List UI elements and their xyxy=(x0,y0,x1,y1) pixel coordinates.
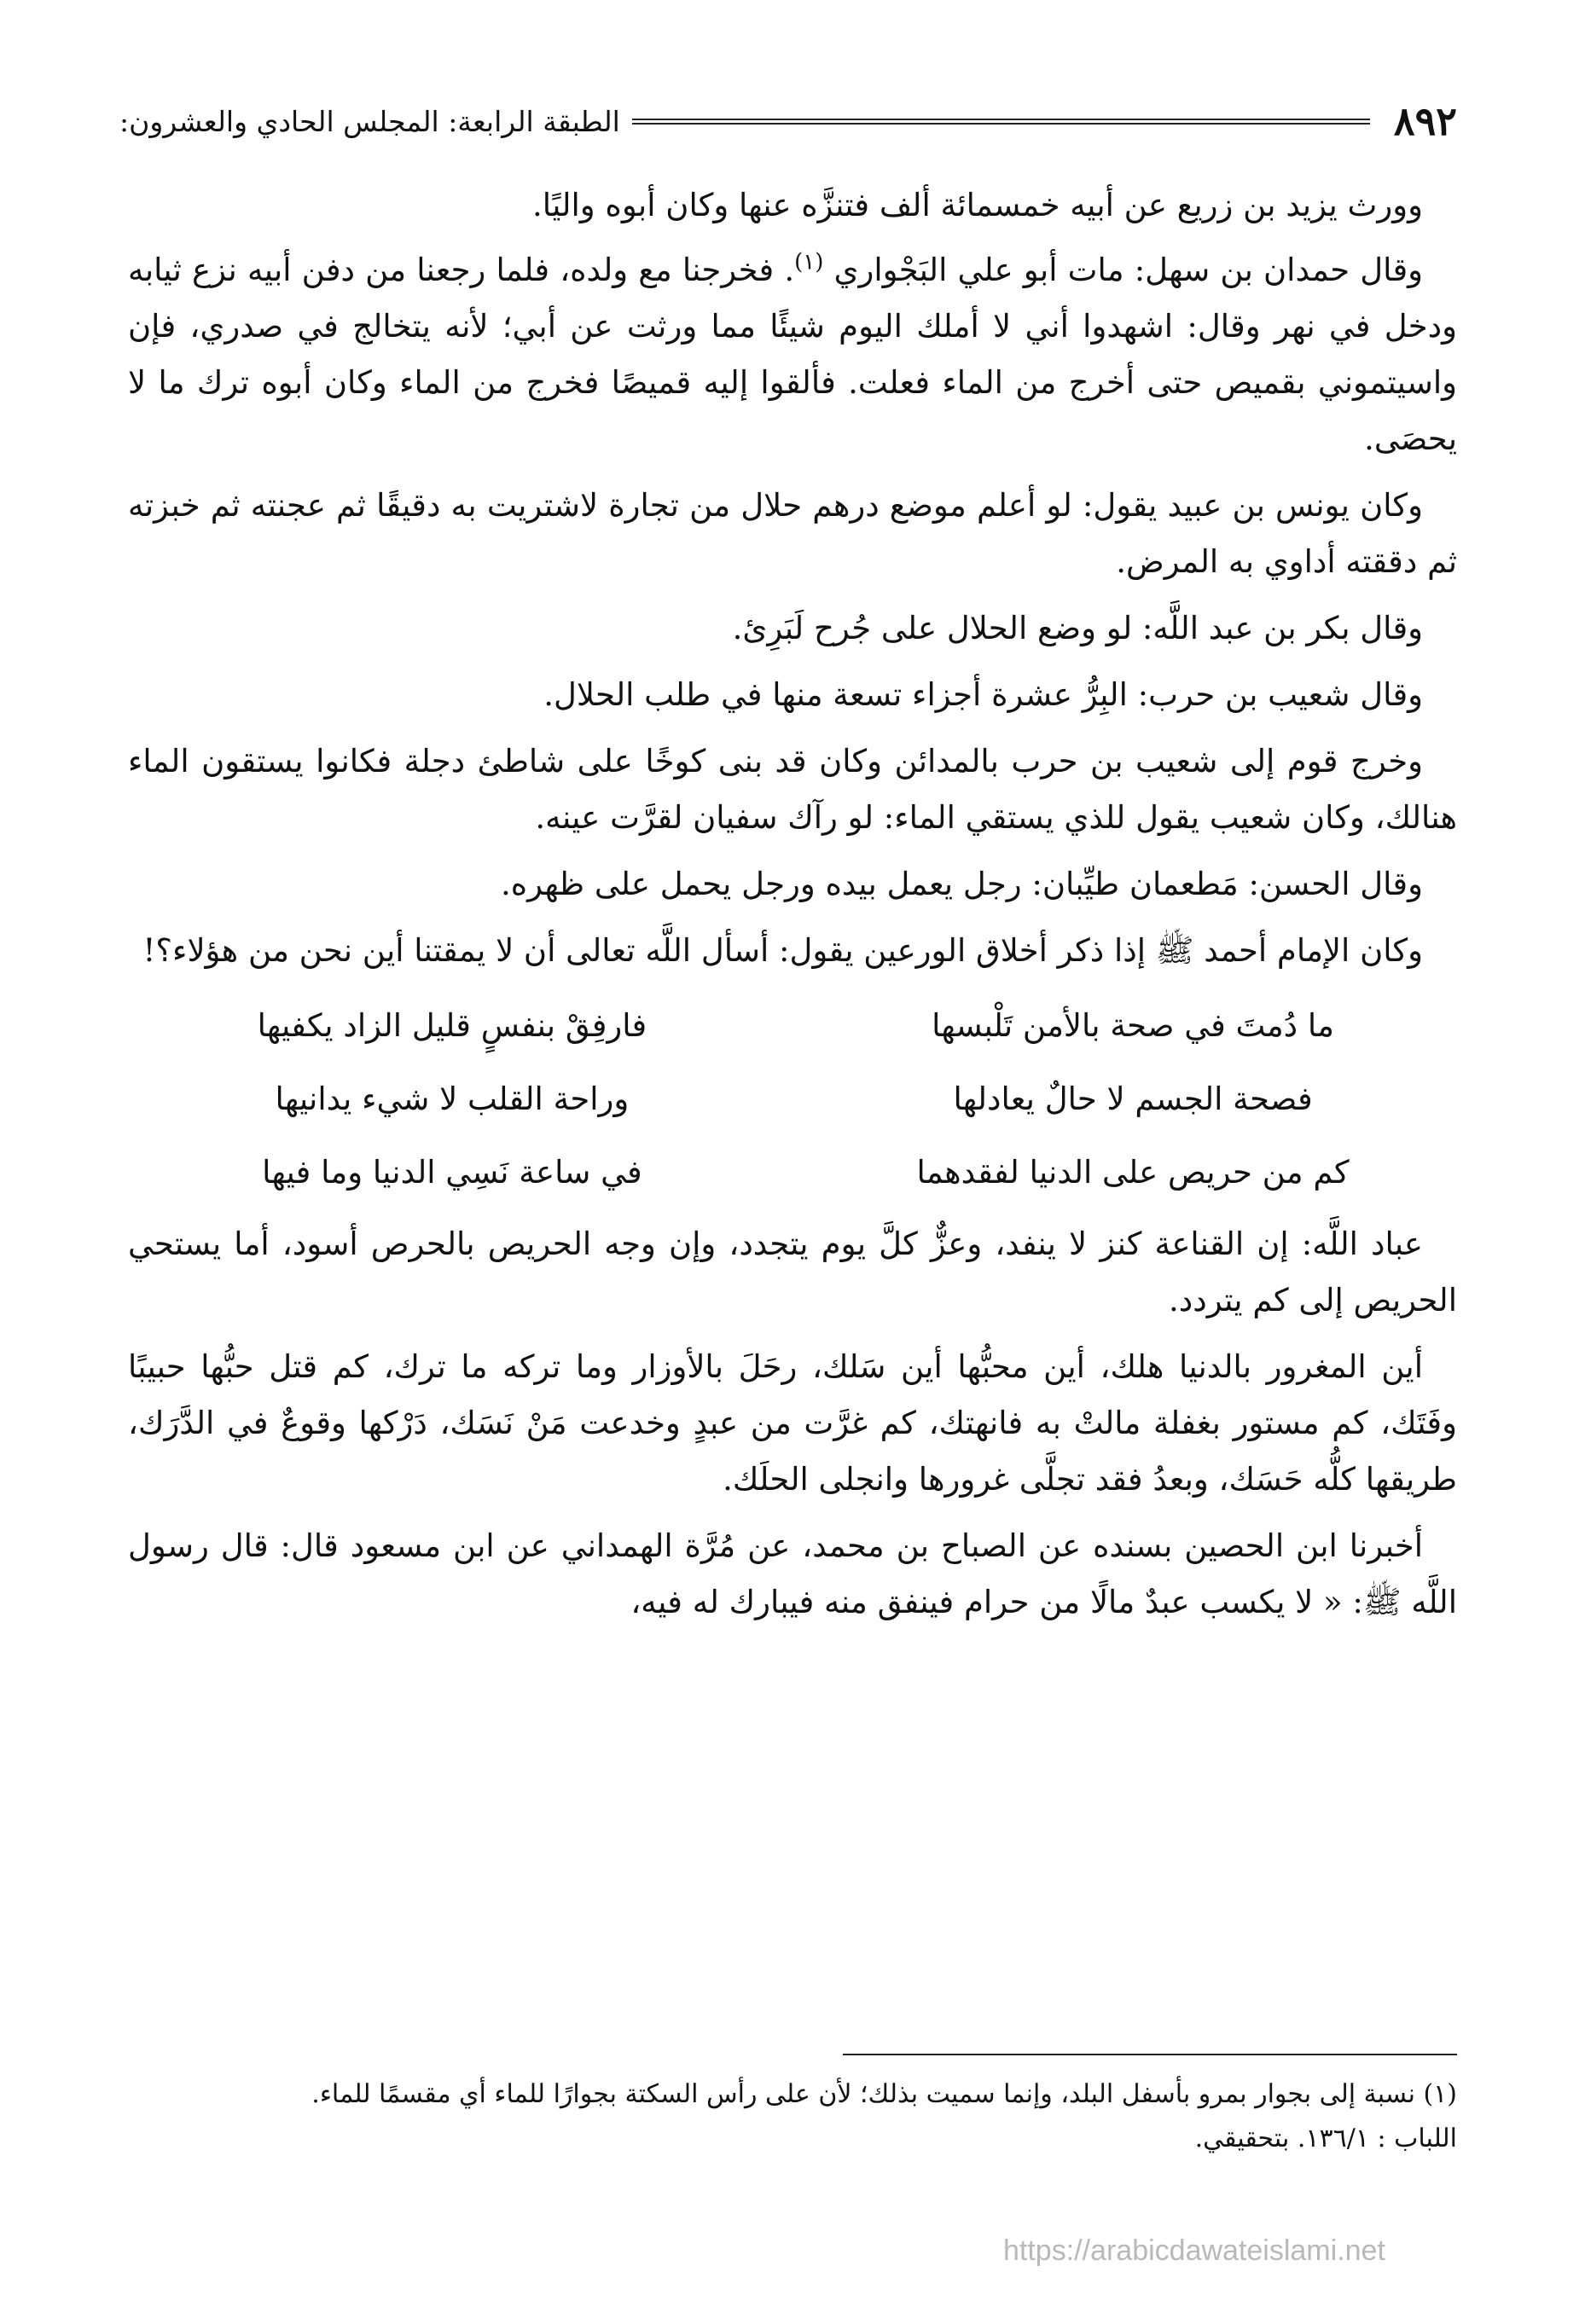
paragraph-6: وخرج قوم إلى شعيب بن حرب بالمدائن وكان قد بنى كوخًا على شاطئ دجلة فكانوا يستقون الماء هنالك، وكان شعيب يقول للذي يستقي الماء: لو رآك سفيان لقرَّت عينه. xyxy=(128,743,1457,836)
footnotes xyxy=(128,2072,1457,2161)
poem xyxy=(128,989,1457,1209)
watermark-url: https://arabicdawateislami.net xyxy=(1003,2234,1385,2267)
verse xyxy=(128,989,1457,1063)
verse-second-hemistich: في ساعة نَسِي الدنيا وما فيها xyxy=(262,1154,642,1191)
paragraph-9: عباد اللَّه: إن القناعة كنز لا ينفد، وعزٌّ كلَّ يوم يتجدد، وإن وجه الحريص بالحرص أسود، أما يستحي الحريص إلى كم يتردد. xyxy=(128,1226,1457,1318)
running-title: الطبقة الرابعة: المجلس الحادي والعشرون: xyxy=(119,104,620,138)
paragraph-11: أخبرنا ابن الحصين بسنده عن الصباح بن محمد، عن مُرَّة الهمداني عن ابن مسعود قال: قال رسول اللَّه ﷺ: « لا يكسب عبدٌ مالًا من حرام فينفق منه فيبارك له فيه، xyxy=(128,1527,1457,1620)
footnote-divider xyxy=(843,2054,1457,2055)
page-header xyxy=(119,96,1457,147)
paragraph-8: وكان الإمام أحمد ﷺ إذا ذكر أخلاق الورعين يقول: أسأل اللَّه تعالى أن لا يمقتنا أين نحن من هؤلاء؟! xyxy=(142,932,1423,969)
paragraph-2-rest: . فخرجنا مع ولده، فلما رجعنا من دفن أبيه نزع ثيابه ودخل في نهر وقال: اشهدوا أني لا أملك اليوم شيئًا مما ورثت عن أبي؛ لأنه يتخالج في صدري، فإن واسيتموني بقميص حتى أخرج من الماء فعلت. فألقوا إليه قميصًا فخرج من الماء وكان أبوه ترك ما لا يحصَى. xyxy=(128,252,1457,457)
paragraph-7: وقال الحسن: مَطعمان طيِّبان: رجل يعمل بيده ورجل يحمل على ظهره. xyxy=(501,866,1423,902)
page-number: ٨٩٢ xyxy=(1393,98,1457,144)
paragraph-4: وقال بكر بن عبد اللَّه: لو وضع الحلال على جُرح لَبَرِئ. xyxy=(732,610,1423,646)
verse-second-hemistich: فارفِقْ بنفسٍ قليل الزاد يكفيها xyxy=(257,1007,647,1044)
verse xyxy=(128,1136,1457,1209)
paragraph-3: وكان يونس بن عبيد يقول: لو أعلم موضع درهم حلال من تجارة لاشتريت به دقيقًا ثم عجنته ثم خبزته ثم دققته أداوي به المرض. xyxy=(128,487,1457,580)
verse-second-hemistich: وراحة القلب لا شيء يدانيها xyxy=(275,1081,630,1117)
paragraph-10: أين المغرور بالدنيا هلك، أين محبُّها أين سَلك، رحَلَ بالأوزار وما تركه ما ترك، كم قتل حبُّها حبيبًا وفَتَك، كم مستور بغفلة مالتْ به فانهتك، كم غرَّت من عبدٍ وخدعت مَنْ نَسَك، دَرْكها وقوعٌ في الدَّرَك، طريقها كلُّه حَسَك، وبعدُ فقد تجلَّى غرورها وانجلى الحلَك. xyxy=(128,1348,1457,1498)
paragraph-1: وورث يزيد بن زريع عن أبيه خمسمائة ألف فتنزَّه عنها وكان أبوه واليًا. xyxy=(532,187,1423,223)
footnote-reference: (١) xyxy=(794,249,824,275)
verse xyxy=(128,1063,1457,1136)
verse-first-hemistich: فصحة الجسم لا حالٌ يعادلها xyxy=(953,1081,1313,1117)
footnote-1-source: اللباب : ١٣٦/١. بتحقيقي. xyxy=(1194,2124,1457,2153)
paragraph-2 xyxy=(128,242,1457,467)
paragraph-5: وقال شعيب بن حرب: البِرُّ عشرة أجزاء تسعة منها في طلب الحلال. xyxy=(543,676,1423,713)
verse-first-hemistich: كم من حريص على الدنيا لفقدهما xyxy=(916,1154,1350,1191)
main-text xyxy=(128,177,1457,1641)
footnote-1: (١) نسبة إلى بجوار بمرو بأسفل البلد، وإنما سميت بذلك؛ لأن على رأس السكتة بجوارًا للماء أي مقسمًا للماء. xyxy=(311,2079,1457,2109)
paragraph-2-start: وقال حمدان بن سهل: مات أبو علي البَجْواري xyxy=(833,252,1423,288)
header-rule xyxy=(632,119,1370,125)
verse-first-hemistich: ما دُمتَ في صحة بالأمن تَلْبسها xyxy=(932,1007,1335,1044)
